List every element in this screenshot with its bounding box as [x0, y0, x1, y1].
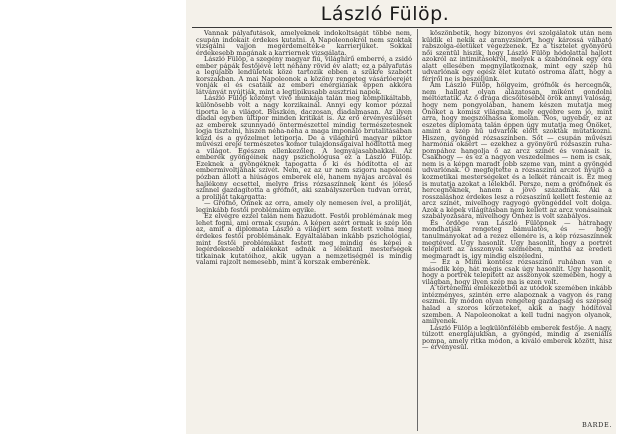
- article-title: László Fülöp.: [320, 3, 450, 25]
- paragraph: László Fülöp a legkülönfélébb emberek festője. A nagy, túlzott energiájukban, a gyöngéd, mindig a zseniális pompa, amely ritka módon, a kiváló emberek között, hisz — érvényesül.: [422, 323, 612, 352]
- column-divider: [417, 29, 418, 431]
- paragraph: köszönbetik, hogy bizonyos évi szolgálatok után nem küldik el nekik az aranyzsinórt, hogy károssá válható rabszolga-életüket végezzenek. Ez a tisztelet gyönyörű női szentül hiszik, hogy László Fülöp hódolattal hajlott azokról az intimitásokról, melyek a szabónőnek egy óra alatt ellesében megnyilatkoznak, mint egy szép hű udvarlónak egy egész élet kutató ostroma alatt, hogy a férjről ne is beszéljünk.: [422, 30, 612, 83]
- paragraph: — Ez a Mimi kontesz rózsaszínű ruhában van e második kép, hát mégis csak úgy hasonlít. Ugy hasonlít, hogy a portrék telepített az asszonyok szemében, hogy a világban, hogy ilyen szép ma is ezen volt.: [422, 258, 612, 286]
- paragraph: — Grófnő, Önnek az orra, amely oly nemesen ível, a prolilját, leginkább festői problémáim egyike.: [196, 199, 412, 214]
- article-column-left: [196, 30, 412, 432]
- paragraph: Ez elvégre ezzel talán nem hazudott. Festői problémának meg lehet fogni, ami ormak csupán. A képen azért ormak is szép lön az, amit a diplomata László a világért sem festett volna meg érdekes festői problémának. Egyáltalában inkább pszichológiai, mint festői problémákat festett meg mindig és képei a legérdekesebb adalékokat adnák a lélektani mesterségek titkainak kutatóihoz, akik ugyan a nemzetiségnél is mindig valami rajzolt nemesebb, mint a korszak emberének.: [196, 212, 412, 267]
- article-column-right: [422, 30, 612, 432]
- paragraph: És ördöge van László Fülöpnek — hátrahagy mondhatják rengeteg bámulatos, és — hogy tanulmányokat ad a rezez ellenére is, a kép rózsaszínnek megtéved. Ugy hasonlít. Ugy hasonlít, hogy a portrét telepített az asszonyok szemében, mintha az eredeti megmaradt is, igy mindig elszéledni.: [422, 218, 612, 260]
- paragraph: László Fülöp közönyt vivő munkája talán meg komplikáltabb, különösebb volt a nagy korzikainál. Annyi egy komor pózzal tiporta le a világot. Büszkén, daczosan, diadalmasan. Az ilyen diadal egyben ültipor minden kritikát is. Az erő érvényesülését az emberek szunnyadó öntermészettel mindig természetesnek logja tisztelni, hiszen néha-néha a maga imponáló brutalitásában küzd és a győzelmet letiporja. De a világhírű magyar piktor művészi ereje természetes komor tulajdonságaival hódította meg a világot. Egészen ellenkezőleg. A legnyájasabbakkal. Az emberek gyöngéinek nagy pszichológusa ez a László Fülöp. Ezeknek a gyöngéknek tapogatta ő ki és hódította el az embermivoltjának szívét. Nem, ez az ur nem szigoru napoleoni pózban állott a hiúságos emberek elé, hanem nyájas arcával és hajlékony ecsettel, melyre friss rózsaszínnek kent és jóleső színnel gazdagította a grófnőt, aki szabályszerűen tudvan orrát, a prolilját takargatta:: [196, 94, 412, 201]
- paragraph: A történelmi emlékezetből az utódok szemében inkább intézményes, szintén erre alapoznak a vagyon és rang eszméi. Ily módon olyan rengeteg gazdagság és szépség halad a szoros körzeteket, akik a nagy hódítóval szemben. A Napoleonokat a kell tudni nagyon olyanok, amilyenek.: [422, 284, 612, 326]
- paragraph: Am László Fülöp, hölgyeim, grófnők és hercegnők, nem hallgat olyan alázatosan, miként gondolni méltóztatik. Az ő drága dicsőítéséből örök annyi valóság, hogy nem pongyolában, hanem készen mutatja meg Önöket a komisz világnak, mely egyébre sem jó, mint arra, hogy megszólhassa komolan. Nos, ugyebár, ez az eszetes diplomata talán éppen úgy mutatja meg Önöket, amint a szép hű udvarlók előtt szoktak mutatkozni. Hiszen, gyöngéd rózsaszínben. Sőt — csupán művészi harmónia okáért — ezekhez a gyönyörű rózsaszín ruha-pompához hangolja ő az arcz színét és vonásait is. Csakhogy — és ez a nagyon veszedelmes — nem is csak, nem is a képen maradt jobb szeme van, mint a gyöngéd udvarlónak. Ő megfejtette a rózsaszínű arczot nyújtó a kozmetikai mesterségeket és a lelkét ráncait is. Ez meg is mutatja azokat a lélekből. Persze, nem a grófnőnek és hercegnőknek, hanem a jövő századnak. Aki a rosszaláshoz érdekes lesz a rózsaszínű kellett festenie az arcz színét, mivelhogy ragyogó gyöngéddel volt dolga. Azok a képek világításban nem kellett az arcz vonásainak szabályozására, mivelhogy Önhez is volt szabályos.: [422, 81, 612, 221]
- paragraph: László Fülöp, a szegény magyar fiú, világhírű emberré, a zsidó ember pápák festőjévé lett néhány rövid év alatt; ez a pályafutás a legújabb lendületek közé tartozik ebben a szűkre szabott korszakban. A mai Napoleonok a közöny rengeteg vásárlóerejét vonják el és csatáik az emberi energiának éppen akkora látványát nyújtják, mint a legtipikusabb ausztriai napok.: [196, 55, 412, 96]
- paragraph: Vannak pályafutások, amelyeknek indokoltságát többé nem, csupán indokait érdekes kutatni. A Napoleonokról nem szoktak vizsgálni vajjon megérdemelték-e karrierjüket. Sokkal érdekesebb magának a karriernek vizsgálata.: [196, 30, 412, 57]
- title-rule: [192, 27, 612, 28]
- author-signature: BARDE.: [582, 421, 612, 429]
